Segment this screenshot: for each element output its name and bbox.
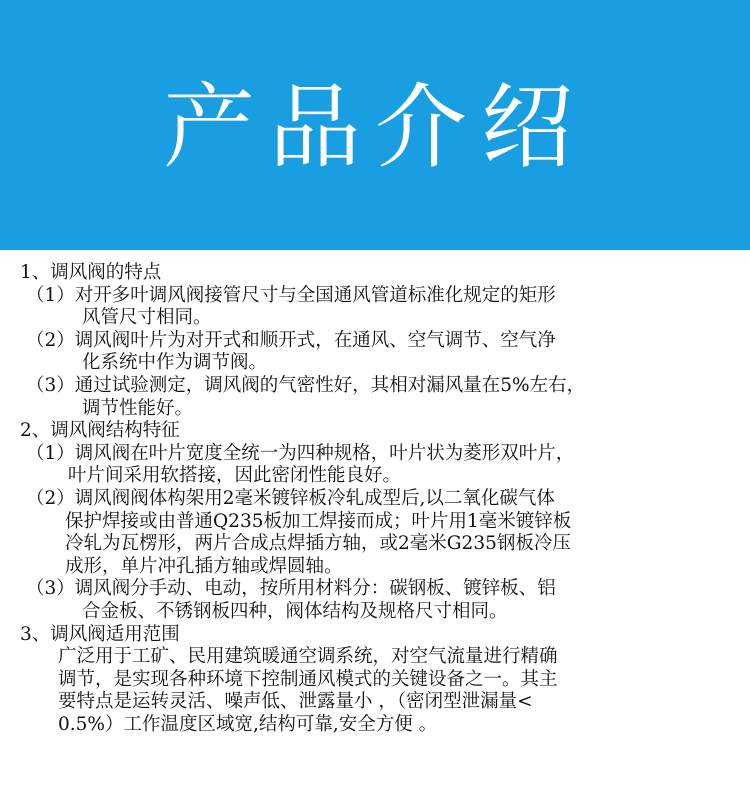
product-description [0,250,750,736]
page-title: 产品介绍 [162,74,587,181]
paragraph-line: 化系统中作为调节阀。 [82,352,268,374]
paragraph-line: 风管尺寸相同。 [82,307,212,329]
paragraph-line: （2）调风阀阀体构架用2毫米镀锌板冷轧成型后,以二氧化碳气体 [26,487,555,509]
section-heading: 2、调风阀结构特征 [20,420,180,442]
paragraph-line: 调节，是实现各种环境下控制通风模式的关键设备之一。其主 [58,668,558,690]
header-banner [0,0,750,250]
section-heading: 3、调风阀适用范围 [20,623,180,645]
paragraph-line: （3）通过试验测定，调风阀的气密性好，其相对漏风量在5%左右， [26,374,586,396]
section-heading: 1、调风阀的特点 [20,262,162,283]
paragraph-line: 成形，单片冲孔插方轴或焊圆轴。 [65,555,343,577]
paragraph-line: 叶片间采用软搭接，因此密闭性能良好。 [68,465,402,487]
paragraph-line: 0.5%）工作温度区域宽,结构可靠,安全方便 。 [58,713,438,735]
paragraph-line: （1）对开多叶调风阀接管尺寸与全国通风管道标准化规定的矩形 [26,284,556,306]
paragraph-line: 调节性能好。 [82,397,194,419]
paragraph-line: （2）调风阀叶片为对开式和顺开式，在通风、空气调节、空气净 [26,329,556,351]
paragraph-line: 合金板、不锈钢板四种，阀体结构及规格尺寸相同。 [82,600,508,622]
paragraph-line: （3）调风阀分手动、电动，按所用材料分：碳钢板、镀锌板、铝 [26,578,556,600]
paragraph-line: （1）调风阀在叶片宽度全统一为四种规格，叶片状为菱形双叶片， [26,442,575,464]
paragraph-line: 冷轧为瓦楞形，两片合成点焊插方轴，或2毫米G235钢板冷压 [65,533,571,555]
paragraph-line: 广泛用于工矿、民用建筑暖通空调系统，对空气流量进行精确 [58,646,558,668]
paragraph-line: 要特点是运转灵活、噪声低、泄露量小 ，（密闭型泄漏量< [58,691,533,713]
paragraph-line: 保护焊接或由普通Q235板加工焊接而成；叶片用1毫米镀锌板 [65,510,572,532]
